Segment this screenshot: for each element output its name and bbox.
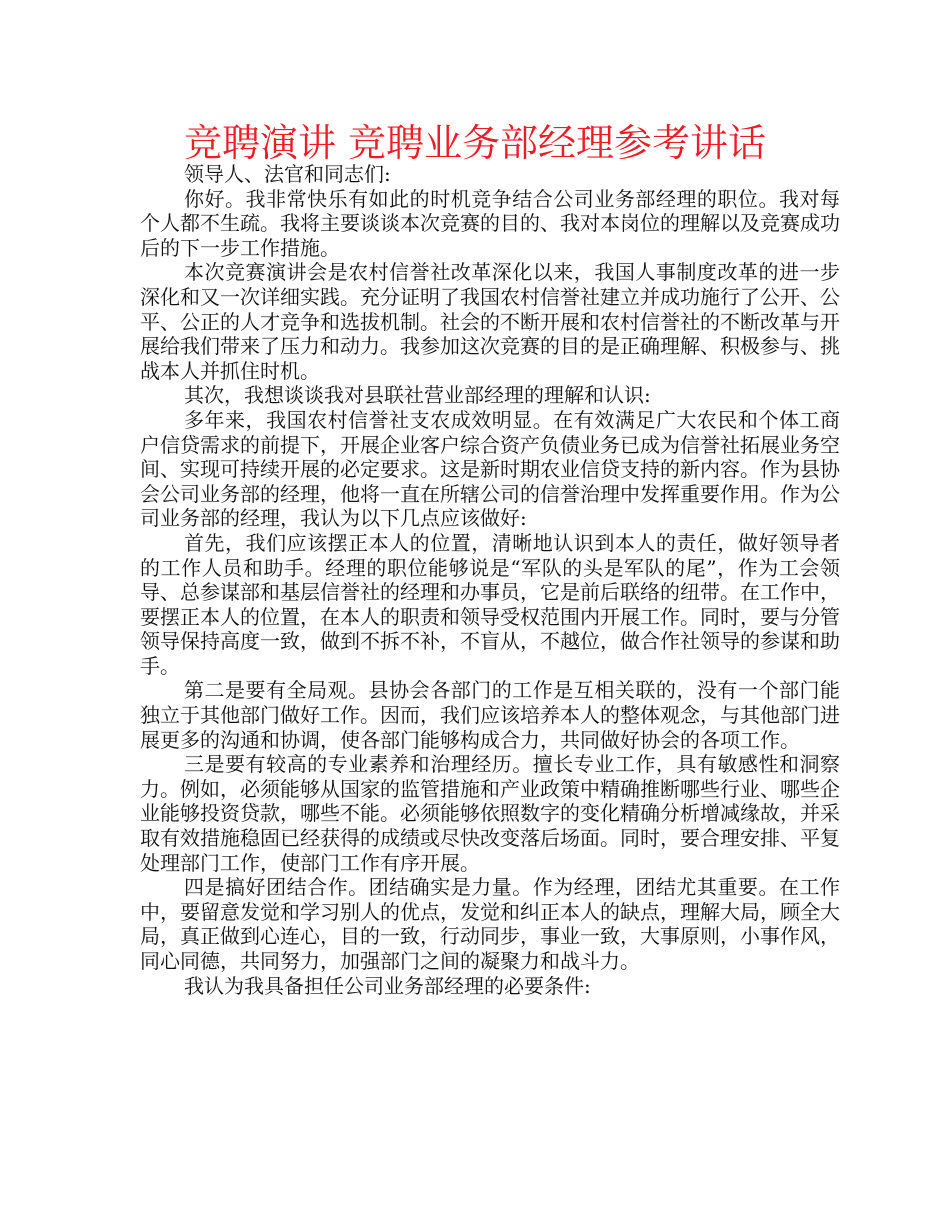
paragraph-point-three: 三是要有较高的专业素养和治理经历。擅长专业工作，具有敏感性和洞察力。例如，必须能够从国家的监管措施和产业政策中精确推断哪些行业、哪些企业能够投资贷款，哪些不能。必须能够依照数字的变化精确分析增减缘故，并采取有效措施稳固已经获得的成绩或尽快改变落后场面。同时，要合理安排、平复处理部门工作，使部门工作有序开展。: [140, 752, 840, 875]
document-body: [140, 162, 840, 998]
paragraph-purpose: 本次竞赛演讲会是农村信誉社改革深化以来，我国人事制度改革的进一步深化和又一次详细实践。充分证明了我国农村信誉社建立并成功施行了公开、公平、公正的人才竞争和选拔机制。社会的不断开展和农村信誉社的不断改革与开展给我们带来了压力和动力。我参加这次竞赛的目的是正确理解、积极参与、挑战本人并抓住时机。: [140, 260, 840, 383]
paragraph-salutation: 领导人、法官和同志们:: [184, 162, 391, 186]
paragraph-point-one: 首先，我们应该摆正本人的位置，清晰地认识到本人的责任，做好领导者的工作人员和助手。经理的职位能够说是“军队的头是军队的尾”，作为工会领导、总参谋部和基层信誉社的经理和办事员，它是前后联络的纽带。在工作中，要摆正本人的位置，在本人的职责和领导受权范围内开展工作。同时，要与分管领导保持高度一致，做到不拆不补，不盲从，不越位，做合作社领导的参谋和助手。: [140, 530, 840, 678]
paragraph-understanding: 多年来，我国农村信誉社支农成效明显。在有效满足广大农民和个体工商户信贷需求的前提下，开展企业客户综合资产负债业务已成为信誉社拓展业务空间、实现可持续开展的必定要求。这是新时期农业信贷支持的新内容。作为县协会公司业务部的经理，他将一直在所辖公司的信誉治理中发挥重要作用。作为公司业务部的经理，我认为以下几点应该做好:: [140, 407, 840, 531]
paragraph-point-four: 四是搞好团结合作。团结确实是力量。作为经理，团结尤其重要。在工作中，要留意发觉和学习别人的优点，发觉和纠正本人的缺点，理解大局，顾全大局，真正做到心连心，目的一致，行动同步，事业一致，大事原则，小事作风，同心同德，共同努力，加强部门之间的凝聚力和战斗力。: [140, 875, 840, 973]
paragraph-conditions-intro: 我认为我具备担任公司业务部经理的必要条件:: [184, 973, 591, 998]
document-title: 竞聘演讲 竞聘业务部经理参考讲话: [183, 121, 767, 165]
paragraph-understanding-intro: 其次，我想谈谈我对县联社营业部经理的理解和认识:: [184, 383, 651, 408]
paragraph-point-two: 第二是要有全局观。县协会各部门的工作是互相关联的，没有一个部门能独立于其他部门做好工作。因而，我们应该培养本人的整体观念，与其他部门进展更多的沟通和协调，使各部门能够构成合力，共同做好协会的各项工作。: [140, 678, 840, 752]
paragraph-greeting: 你好。我非常快乐有如此的时机竞争结合公司业务部经理的职位。我对每个人都不生疏。我将主要谈谈本次竞赛的目的、我对本岗位的理解以及竞赛成功后的下一步工作措施。: [140, 186, 840, 260]
